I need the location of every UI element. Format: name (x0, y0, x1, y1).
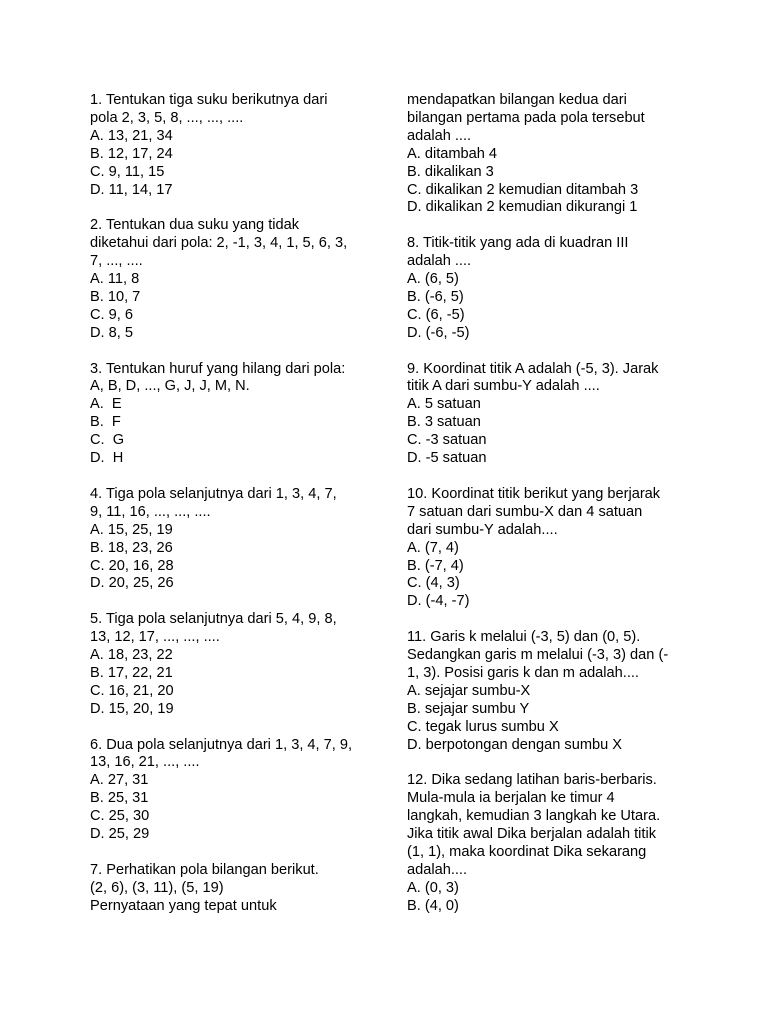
answer-option: A. 15, 25, 19 (90, 521, 173, 538)
question-text-line: 1, 3). Posisi garis k dan m adalah.... (407, 664, 639, 681)
answer-option: B. 3 satuan (407, 414, 481, 431)
question-text-line: 4. Tiga pola selanjutnya dari 1, 3, 4, 7, (90, 485, 337, 502)
answer-option: D. (-4, -7) (407, 593, 470, 610)
answer-option: A. 27, 31 (90, 772, 149, 789)
question-text-line: (1, 1), maka koordinat Dika sekarang (407, 843, 647, 860)
answer-option: D. 20, 25, 26 (90, 575, 174, 592)
answer-option: B. sejajar sumbu Y (407, 700, 530, 717)
answer-option: B. (-7, 4) (407, 557, 464, 574)
question-text-line: langkah, kemudian 3 langkah ke Utara. (407, 808, 661, 825)
answer-option: D. -5 satuan (407, 450, 487, 467)
question-block (90, 92, 380, 199)
answer-option: A. E (90, 396, 122, 413)
answer-option: A. (6, 5) (407, 271, 459, 288)
answer-option: A. ditambah 4 (407, 145, 498, 162)
question-block (90, 862, 380, 916)
question-block (90, 611, 380, 718)
answer-option: D. 8, 5 (90, 324, 133, 341)
question-text-line: adalah.... (407, 861, 468, 878)
answer-option: A. sejajar sumbu-X (407, 682, 531, 699)
question-text-line: diketahui dari pola: 2, -1, 3, 4, 1, 5, 6, 3, (90, 235, 348, 252)
answer-option: C. 16, 21, 20 (90, 682, 174, 699)
answer-option: C. 20, 16, 28 (90, 557, 174, 574)
answer-option: B. (-6, 5) (407, 288, 464, 305)
question-block (407, 486, 697, 611)
answer-option: C. -3 satuan (407, 432, 487, 449)
answer-option: B. (4, 0) (407, 897, 459, 914)
question-text-line: Mula-mula ia berjalan ke timur 4 (407, 790, 615, 807)
question-text-line: 9, 11, 16, ..., ..., .... (90, 503, 211, 520)
question-block (407, 772, 697, 915)
question-block (90, 217, 380, 342)
answer-option: B. 25, 31 (90, 790, 149, 807)
question-text-line: 7 satuan dari sumbu-X dan 4 satuan (407, 503, 643, 520)
answer-option: D. dikalikan 2 kemudian dikurangi 1 (407, 199, 638, 216)
answer-option: C. G (90, 432, 125, 449)
question-text-line: adalah .... (407, 127, 472, 144)
answer-option: A. 5 satuan (407, 396, 481, 413)
answer-option: B. 18, 23, 26 (90, 539, 173, 556)
question-text-line: dari sumbu-Y adalah.... (407, 521, 558, 538)
question-text-line: 13, 16, 21, ..., .... (90, 754, 200, 771)
answer-option: B. 17, 22, 21 (90, 664, 173, 681)
question-text-line: (2, 6), (3, 11), (5, 19) (90, 879, 224, 896)
answer-option: D. 25, 29 (90, 826, 150, 843)
question-text-line: bilangan pertama pada pola tersebut (407, 109, 645, 126)
question-block (90, 361, 380, 468)
question-text-line: A, B, D, ..., G, J, J, M, N. (90, 378, 250, 395)
answer-option: D. (-6, -5) (407, 324, 470, 341)
question-block (90, 486, 380, 593)
question-text-line: pola 2, 3, 5, 8, ..., ..., .... (90, 109, 244, 126)
answer-option: C. 9, 11, 15 (90, 163, 165, 180)
question-text-line: 3. Tentukan huruf yang hilang dari pola: (90, 360, 346, 377)
answer-option: A. 11, 8 (90, 271, 140, 288)
question-text-line: mendapatkan bilangan kedua dari (407, 92, 627, 108)
answer-option: C. tegak lurus sumbu X (407, 718, 559, 735)
answer-option: C. dikalikan 2 kemudian ditambah 3 (407, 181, 639, 198)
question-text-line: Jika titik awal Dika berjalan adalah titik (407, 826, 657, 843)
question-text-line: adalah .... (407, 253, 472, 270)
question-text-line: 7. Perhatikan pola bilangan berikut. (90, 861, 319, 878)
answer-option: B. F (90, 414, 121, 431)
question-block (407, 235, 697, 342)
question-block (407, 629, 697, 754)
question-text-line: 8. Titik-titik yang ada di kuadran III (407, 235, 629, 252)
answer-option: C. (6, -5) (407, 306, 465, 323)
question-text-line: 12. Dika sedang latihan baris-berbaris. (407, 772, 657, 789)
question-text-line: Sedangkan garis m melalui (-3, 3) dan (- (407, 647, 669, 664)
answer-option: B. 10, 7 (90, 288, 141, 305)
question-text-line: 2. Tentukan dua suku yang tidak (90, 217, 300, 234)
question-text-line: 13, 12, 17, ..., ..., .... (90, 629, 220, 646)
question-block (407, 361, 697, 468)
left-column (90, 92, 380, 933)
answer-option: C. (4, 3) (407, 575, 460, 592)
answer-option: D. 11, 14, 17 (90, 181, 173, 198)
right-column (407, 92, 697, 934)
answer-option: D. 15, 20, 19 (90, 700, 174, 717)
question-text-line: 7, ..., .... (90, 253, 143, 270)
question-text-line: 6. Dua pola selanjutnya dari 1, 3, 4, 7, 9, (90, 736, 353, 753)
question-text-line: titik A dari sumbu-Y adalah .... (407, 378, 600, 395)
answer-option: C. 9, 6 (90, 306, 133, 323)
answer-option: B. 12, 17, 24 (90, 145, 173, 162)
answer-option: A. 13, 21, 34 (90, 127, 173, 144)
question-text-line: 11. Garis k melalui (-3, 5) dan (0, 5). (407, 629, 641, 646)
answer-option: D. H (90, 450, 124, 467)
question-block (90, 737, 380, 844)
question-block (407, 92, 697, 217)
question-text-line: 10. Koordinat titik berikut yang berjarak (407, 485, 661, 502)
question-text-line: 9. Koordinat titik A adalah (-5, 3). Jarak (407, 360, 659, 377)
answer-option: A. (7, 4) (407, 539, 459, 556)
question-text-line: 5. Tiga pola selanjutnya dari 5, 4, 9, 8, (90, 611, 337, 628)
answer-option: B. dikalikan 3 (407, 163, 494, 180)
answer-option: A. 18, 23, 22 (90, 647, 173, 664)
question-text-line: Pernyataan yang tepat untuk (90, 897, 277, 914)
answer-option: C. 25, 30 (90, 808, 150, 825)
answer-option: A. (0, 3) (407, 879, 459, 896)
answer-option: D. berpotongan dengan sumbu X (407, 736, 623, 753)
question-text-line: 1. Tentukan tiga suku berikutnya dari (90, 92, 328, 108)
